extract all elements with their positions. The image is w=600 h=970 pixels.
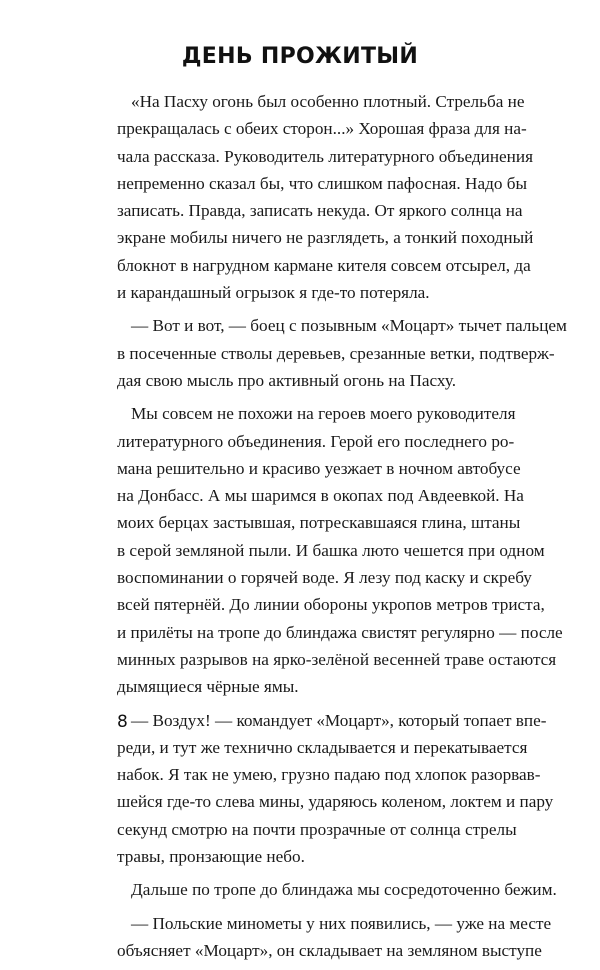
chapter-title: ДЕНЬ ПРОЖИТЫЙ [181, 44, 419, 69]
text-line: травы, пронзающие небо. [117, 847, 305, 867]
text-line: чала рассказа. Руководитель литературного объединения [117, 146, 533, 166]
paragraph [117, 400, 563, 700]
text-line: секунд смотрю на почти прозрачные от солнца стрелы [117, 819, 517, 839]
text-line: всей пятернёй. До линии обороны укропов метров триста, [117, 595, 545, 615]
text-line: воспоминании о горячей воде. Я лезу под каску и скребу [117, 568, 532, 588]
text-line: — Польские минометы у них появились, — уже на месте [131, 913, 552, 933]
text-line: литературного объединения. Герой его последнего ро- [117, 431, 515, 451]
paragraph [117, 88, 534, 306]
text-line: шейся где-то слева мины, ударяюсь коленом, локтем и пару [117, 792, 554, 812]
text-line: записать. Правда, записать некуда. От яркого солнца на [117, 201, 523, 221]
text-line: набок. Я так не умею, грузно падаю под хлопок разорвав- [117, 765, 541, 785]
text-line: — Воздух! — командует «Моцарт», который топает впе- [131, 710, 547, 730]
text-line: и прилёты на тропе до блиндажа свистят регулярно — после [117, 622, 563, 642]
text-line: блокнот в нагрудном кармане кителя совсем отсырел, да [117, 255, 531, 275]
text-line: реди, и тут же технично складывается и перекатывается [117, 737, 528, 757]
text-line: непременно сказал бы, что слишком пафосная. Надо бы [117, 173, 527, 193]
text-line: моих берцах застывшая, потрескавшаяся глина, штаны [117, 513, 521, 533]
paragraph [117, 910, 552, 965]
text-line: минных разрывов на ярко-зелёной весенней траве остаются [117, 649, 557, 669]
text-line: в посеченные стволы деревьев, срезанные ветки, подтверж- [117, 343, 555, 363]
text-line: «На Пасху огонь был особенно плотный. Стрельба не [131, 92, 525, 111]
body-text [117, 88, 567, 970]
paragraph [117, 707, 554, 871]
text-line: — Вот и вот, — боец с позывным «Моцарт» тычет пальцем [131, 316, 567, 336]
text-line: дымящиеся чёрные ямы. [117, 677, 299, 697]
page-number: 8 [117, 712, 128, 732]
text-line: объясняет «Моцарт», он складывает на земляном выступе [117, 940, 542, 960]
text-line: дая свою мысль про активный огонь на Пасху. [117, 370, 457, 390]
paragraph [117, 876, 557, 903]
text-line: и карандашный огрызок я где-то потеряла. [117, 283, 430, 303]
text-line: прекращалась с обеих сторон...» Хорошая фраза для на- [117, 119, 527, 139]
text-line: Дальше по тропе до блиндажа мы сосредоточенно бежим. [131, 880, 557, 900]
paragraph [117, 312, 567, 394]
text-line: мана решительно и красиво уезжает в ночном автобусе [117, 458, 521, 478]
text-line: на Донбасс. А мы шаримся в окопах под Авдеевкой. На [117, 486, 524, 506]
text-line: в серой земляной пыли. И башка люто чешется при одном [117, 540, 545, 560]
text-line: экране мобилы ничего не разглядеть, а тонкий походный [117, 228, 534, 248]
text-line: Мы совсем не похожи на героев моего руководителя [131, 404, 516, 424]
